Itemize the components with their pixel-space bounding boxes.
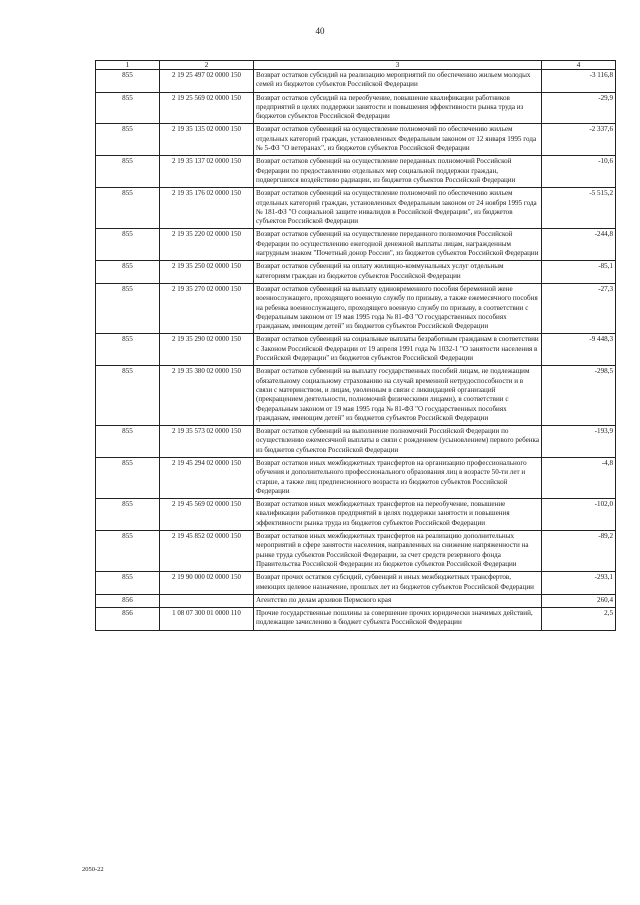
budget-code-cell: 2 19 25 497 02 0000 150 — [160, 70, 254, 93]
header-col-4: 4 — [542, 61, 616, 70]
amount-cell: -293,1 — [542, 572, 616, 595]
amount-cell: -29,9 — [542, 92, 616, 124]
amount-cell: -27,3 — [542, 283, 616, 333]
header-col-2: 2 — [160, 61, 254, 70]
amount-cell: 2,5 — [542, 608, 616, 631]
budget-code-cell: 2 19 90 000 02 0000 150 — [160, 572, 254, 595]
admin-code-cell: 855 — [96, 531, 160, 572]
table-row — [96, 229, 616, 261]
admin-code-cell: 855 — [96, 92, 160, 124]
amount-cell: -193,9 — [542, 426, 616, 458]
amount-cell: -9 448,3 — [542, 334, 616, 366]
amount-cell: -5 515,2 — [542, 188, 616, 229]
header-col-1: 1 — [96, 61, 160, 70]
table-row — [96, 366, 616, 426]
description-cell: Возврат остатков субвенций на осуществление полномочий по обеспечению жильем отдельных категорий граждан, установленных Федеральным законом от 12 января 1995 года № 5-ФЗ "О ветеранах", из бюджетов субъектов Российской Федерации — [254, 124, 542, 156]
admin-code-cell: 855 — [96, 426, 160, 458]
description-cell: Возврат остатков субвенций на социальные выплаты безработным гражданам в соответствии с Законом Российской Федерации от 19 апреля 1991 года № 1032-1 "О занятости населения в Российской Федерации" из бюджетов субъектов Российской Федерации — [254, 334, 542, 366]
description-cell: Возврат остатков субвенций на выполнение полномочий Российской Федерации по осуществлению ежемесячной выплаты в связи с рождением (усыновлением) первого ребенка из бюджетов субъектов Российской Федерации — [254, 426, 542, 458]
admin-code-cell: 855 — [96, 572, 160, 595]
budget-code-cell: 2 19 45 852 02 0000 150 — [160, 531, 254, 572]
admin-code-cell: 855 — [96, 499, 160, 531]
budget-code-cell: 2 19 45 569 02 0000 150 — [160, 499, 254, 531]
admin-code-cell: 855 — [96, 229, 160, 261]
admin-code-cell: 855 — [96, 188, 160, 229]
description-cell: Возврат остатков иных межбюджетных трансфертов на переобучение, повышение квалификации работников предприятий в целях поддержки занятости и повышения эффективности рынка труда из бюджетов субъектов Российской Федерации — [254, 499, 542, 531]
description-cell: Возврат остатков субвенций на оплату жилищно-коммунальных услуг отдельным категориям граждан из бюджетов субъектов Российской Федерации — [254, 261, 542, 284]
budget-code-cell: 2 19 35 250 02 0000 150 — [160, 261, 254, 284]
description-cell: Возврат остатков субсидий на переобучение, повышение квалификации работников предприятий в целях поддержки занятости и повышения эффективности рынка труда из бюджетов субъектов Российской Федерации — [254, 92, 542, 124]
budget-code-cell: 2 19 35 380 02 0000 150 — [160, 366, 254, 426]
amount-cell: -2 337,6 — [542, 124, 616, 156]
table-row — [96, 334, 616, 366]
amount-cell: 260,4 — [542, 594, 616, 607]
budget-code-cell: 2 19 45 294 02 0000 150 — [160, 457, 254, 498]
table-row — [96, 92, 616, 124]
budget-code-cell: 2 19 35 573 02 0000 150 — [160, 426, 254, 458]
amount-cell: -85,1 — [542, 261, 616, 284]
table-row — [96, 156, 616, 188]
table-row — [96, 261, 616, 284]
table-header-row — [96, 61, 616, 70]
admin-code-cell: 855 — [96, 283, 160, 333]
budget-code-cell: 2 19 35 176 02 0000 150 — [160, 188, 254, 229]
admin-code-cell: 856 — [96, 594, 160, 607]
description-cell: Возврат остатков субвенций на осуществление переданных полномочий Российской Федерации по предоставлению отдельных мер социальной поддержки граждан, подвергшихся воздействию радиации, из бюджетов субъектов Российской Федерации — [254, 156, 542, 188]
description-cell: Возврат остатков субвенций на осуществление полномочий по обеспечению жильем отдельных категорий граждан, установленных Федеральным законом от 24 ноября 1995 года № 181-ФЗ "О социальной защите инвалидов в Российской Федерации", из бюджетов субъектов Российской Федерации — [254, 188, 542, 229]
table-row — [96, 283, 616, 333]
revenue-table-container — [95, 60, 615, 631]
budget-code-cell: 2 19 25 569 02 0000 150 — [160, 92, 254, 124]
table-row — [96, 124, 616, 156]
budget-code-cell: 2 19 35 220 02 0000 150 — [160, 229, 254, 261]
admin-code-cell: 855 — [96, 457, 160, 498]
table-row — [96, 499, 616, 531]
description-cell: Возврат остатков субвенций на выплату государственных пособий лицам, не подлежащим обязательному социальному страхованию на случай временной нетрудоспособности и в связи с материнством, и лицам, уволенным в связи с ликвидацией организаций (прекращением деятельности, полномочий физическими лицами), в соответствии с Федеральным законом от 19 мая 1995 года № 81-ФЗ "О государственных пособиях гражданам, имеющим детей" из бюджетов субъектов Российской Федерации — [254, 366, 542, 426]
amount-cell: -89,2 — [542, 531, 616, 572]
amount-cell: -244,8 — [542, 229, 616, 261]
admin-code-cell: 855 — [96, 366, 160, 426]
description-cell: Агентство по делам архивов Пермского края — [254, 594, 542, 607]
description-cell: Возврат остатков субвенций на осуществление переданного полномочия Российской Федерации по осуществлению ежегодной денежной выплаты лицам, награжденным нагрудным знаком "Почетный донор России", из бюджетов субъектов Российской Федерации — [254, 229, 542, 261]
amount-cell: -10,6 — [542, 156, 616, 188]
budget-code-cell: 2 19 35 290 02 0000 150 — [160, 334, 254, 366]
table-row — [96, 457, 616, 498]
budget-code-cell: 2 19 35 137 02 0000 150 — [160, 156, 254, 188]
revenue-table — [95, 60, 616, 631]
budget-code-cell: 2 19 35 270 02 0000 150 — [160, 283, 254, 333]
description-cell: Возврат прочих остатков субсидий, субвенций и иных межбюджетных трансфертов, имеющих целевое назначение, прошлых лет из бюджетов субъектов Российской Федерации — [254, 572, 542, 595]
table-row — [96, 531, 616, 572]
amount-cell: -102,0 — [542, 499, 616, 531]
admin-code-cell: 855 — [96, 70, 160, 93]
table-row — [96, 188, 616, 229]
admin-code-cell: 855 — [96, 261, 160, 284]
page-number: 40 — [315, 26, 325, 36]
budget-code-cell: 1 08 07 300 01 0000 110 — [160, 608, 254, 631]
description-cell: Возврат остатков субсидий на реализацию мероприятий по обеспечению жильем молодых семей из бюджетов субъектов Российской Федерации — [254, 70, 542, 93]
description-cell: Возврат остатков иных межбюджетных трансфертов на реализацию дополнительных мероприятий в сфере занятости населения, направленных на снижение напряженности на рынке труда субъектов Российской Федерации, за счет средств резервного фонда Правительства Российской Федерации из бюджетов субъектов Российской Федерации — [254, 531, 542, 572]
description-cell: Возврат остатков иных межбюджетных трансфертов на организацию профессионального обучения и дополнительного профессионального образования лиц в возрасте 50-ти лет и старше, а также лиц предпенсионного возраста из бюджетов субъектов Российской Федерации — [254, 457, 542, 498]
table-row — [96, 594, 616, 607]
admin-code-cell: 855 — [96, 156, 160, 188]
admin-code-cell: 856 — [96, 608, 160, 631]
footer-code: 2050-22 — [82, 866, 104, 873]
amount-cell: -4,8 — [542, 457, 616, 498]
table-row — [96, 70, 616, 93]
budget-code-cell: 2 19 35 135 02 0000 150 — [160, 124, 254, 156]
table-body — [96, 70, 616, 631]
admin-code-cell: 855 — [96, 124, 160, 156]
amount-cell: -298,5 — [542, 366, 616, 426]
description-cell: Прочие государственные пошлины за совершение прочих юридически значимых действий, подлежащие зачислению в бюджет субъекта Российской Федерации — [254, 608, 542, 631]
amount-cell: -3 116,8 — [542, 70, 616, 93]
table-row — [96, 608, 616, 631]
table-row — [96, 426, 616, 458]
table-row — [96, 572, 616, 595]
header-col-3: 3 — [254, 61, 542, 70]
admin-code-cell: 855 — [96, 334, 160, 366]
budget-code-cell — [160, 594, 254, 607]
description-cell: Возврат остатков субвенций на выплату единовременного пособия беременной жене военнослужащего, проходящего военную службу по призыву, а также ежемесячного пособия на ребенка военнослужащего, проходящего военную службу по призыву, в соответствии с Федеральным законом от 19 мая 1995 года № 81-ФЗ "О государственных пособиях гражданам, имеющим детей" из бюджетов субъектов Российской Федерации — [254, 283, 542, 333]
